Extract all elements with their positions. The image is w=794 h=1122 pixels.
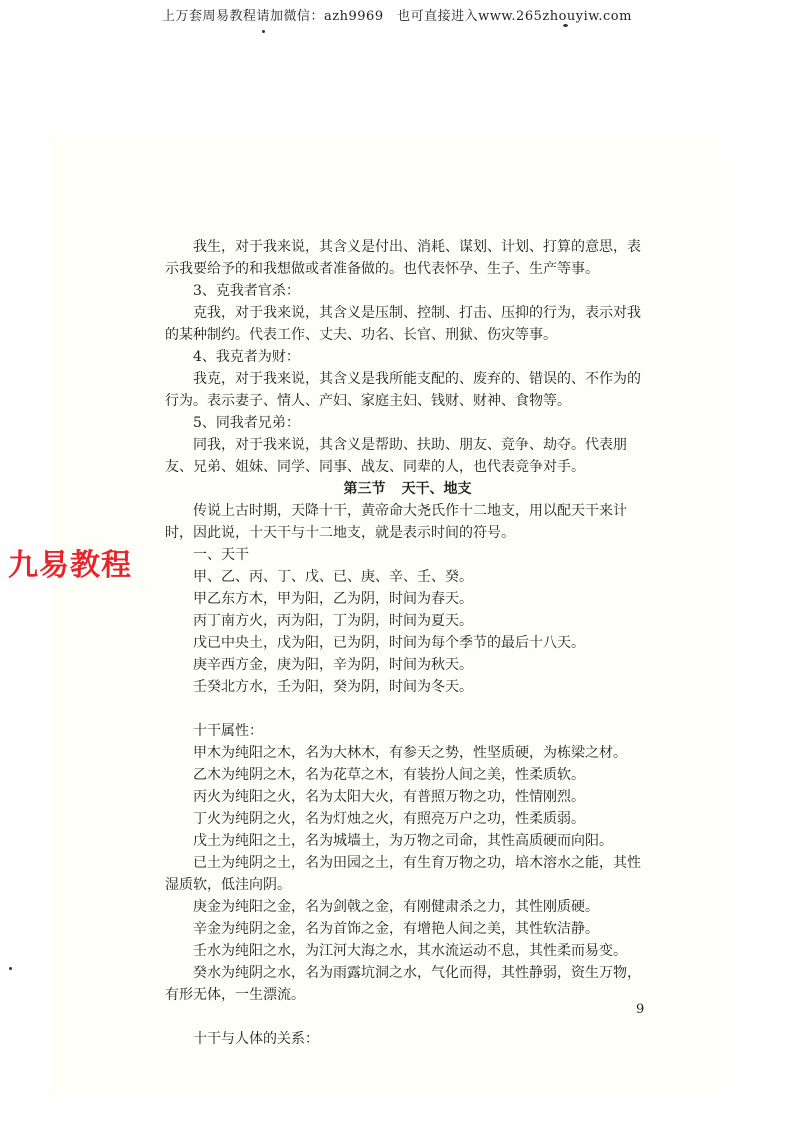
item-heading-5: 5、同我者兄弟： bbox=[193, 415, 300, 431]
paragraph-ke-wo: 克我，对于我来说，其含义是压制、控制、打击、压抑的行为，表示对我的某种制约。代表工作、丈夫、功名、长官、刑狱、伤灾等事。 bbox=[165, 305, 641, 343]
attribute-item: 癸水为纯阴之水，名为雨露坑洞之水，气化而得，其性静弱，资生万物，有形无体，一生漂流。 bbox=[165, 965, 641, 1003]
page-body bbox=[165, 236, 650, 1050]
section-intro: 传说上古时期，天降十干，黄帝命大尧氏作十二地支，用以配天干来计时，因此说，十天干与十二地支，就是表示时间的符号。 bbox=[165, 503, 627, 541]
page-number: 9 bbox=[636, 1002, 645, 1017]
section-title: 天干、地支 bbox=[401, 481, 472, 497]
paragraph-wo-sheng: 我生，对于我来说，其含义是付出、消耗、谋划、计划、打算的意思，表示我要给予的和我想做或者准备做的。也代表怀孕、生子、生产等事。 bbox=[165, 239, 641, 277]
paragraph-tong-wo: 同我，对于我来说，其含义是帮助、扶助、朋友、竞争、劫夺。代表朋友、兄弟、姐妹、同学、同事、战友、同辈的人，也代表竞争对手。 bbox=[165, 437, 627, 475]
scan-speck bbox=[9, 967, 12, 970]
blank-line bbox=[165, 698, 650, 720]
attribute-item: 已土为纯阴之土，名为田园之土，有生育万物之功，培木溶水之能，其性湿质软，低洼向阴。 bbox=[165, 855, 641, 893]
tiangan-line: 戊已中央土，戊为阳，已为阴，时间为每个季节的最后十八天。 bbox=[193, 635, 585, 651]
tiangan-line: 甲乙东方木，甲为阳，乙为阴，时间为春天。 bbox=[193, 591, 473, 607]
tiangan-line: 丙丁南方火，丙为阳，丁为阴，时间为夏天。 bbox=[193, 613, 473, 629]
attribute-item: 戊土为纯阳之土，名为城墙土，为万物之司命，其性高质硬而向阳。 bbox=[193, 833, 613, 849]
section-number: 第三节 bbox=[343, 481, 386, 497]
section-heading bbox=[165, 478, 650, 500]
attribute-item: 甲木为纯阳之木，名为大林木，有参天之势，性坚质硬，为栋梁之材。 bbox=[193, 745, 627, 761]
header-banner: 上万套周易教程请加微信：azh9969 也可直接进入www.265zhouyiw.com bbox=[162, 9, 632, 24]
attribute-item: 丙火为纯阳之火，名为太阳大火，有普照万物之功，性情刚烈。 bbox=[193, 789, 585, 805]
paragraph-wo-ke: 我克，对于我来说，其含义是我所能支配的、废弃的、错误的、不作为的行为。表示妻子、情人、产妇、家庭主妇、钱财、财神、食物等。 bbox=[165, 371, 641, 409]
blank-line bbox=[165, 1006, 650, 1028]
tiangan-line: 壬癸北方水，壬为阳，癸为阴，时间为冬天。 bbox=[193, 679, 473, 695]
subsection-heading-tiangan: 一、天干 bbox=[193, 547, 249, 563]
attribute-item: 乙木为纯阴之木，名为花草之木，有装扮人间之美，性柔质软。 bbox=[193, 767, 585, 783]
attribute-item: 辛金为纯阴之金，名为首饰之金，有增艳人间之美，其性软洁静。 bbox=[193, 921, 599, 937]
item-heading-3: 3、克我者官杀： bbox=[193, 283, 300, 299]
attribute-item: 壬水为纯阳之水，为江河大海之水，其水流运动不息，其性柔而易变。 bbox=[193, 943, 627, 959]
attribute-item: 庚金为纯阳之金，名为剑戟之金，有刚健肃杀之力，其性刚质硬。 bbox=[193, 899, 599, 915]
item-heading-4: 4、我克者为财： bbox=[193, 349, 300, 365]
body-relation-heading: 十干与人体的关系： bbox=[193, 1031, 319, 1047]
scan-speck bbox=[563, 24, 568, 27]
attribute-item: 丁火为纯阴之火，名为灯烛之火，有照亮万户之功，性柔质弱。 bbox=[193, 811, 585, 827]
tiangan-line: 庚辛西方金，庚为阳，辛为阴，时间为秋天。 bbox=[193, 657, 473, 673]
tiangan-list: 甲、乙、丙、丁、戊、已、庚、辛、壬、癸。 bbox=[193, 569, 473, 585]
attributes-heading: 十干属性： bbox=[193, 723, 263, 739]
scan-speck bbox=[262, 30, 265, 33]
watermark-logo: 九易教程 bbox=[8, 548, 132, 583]
